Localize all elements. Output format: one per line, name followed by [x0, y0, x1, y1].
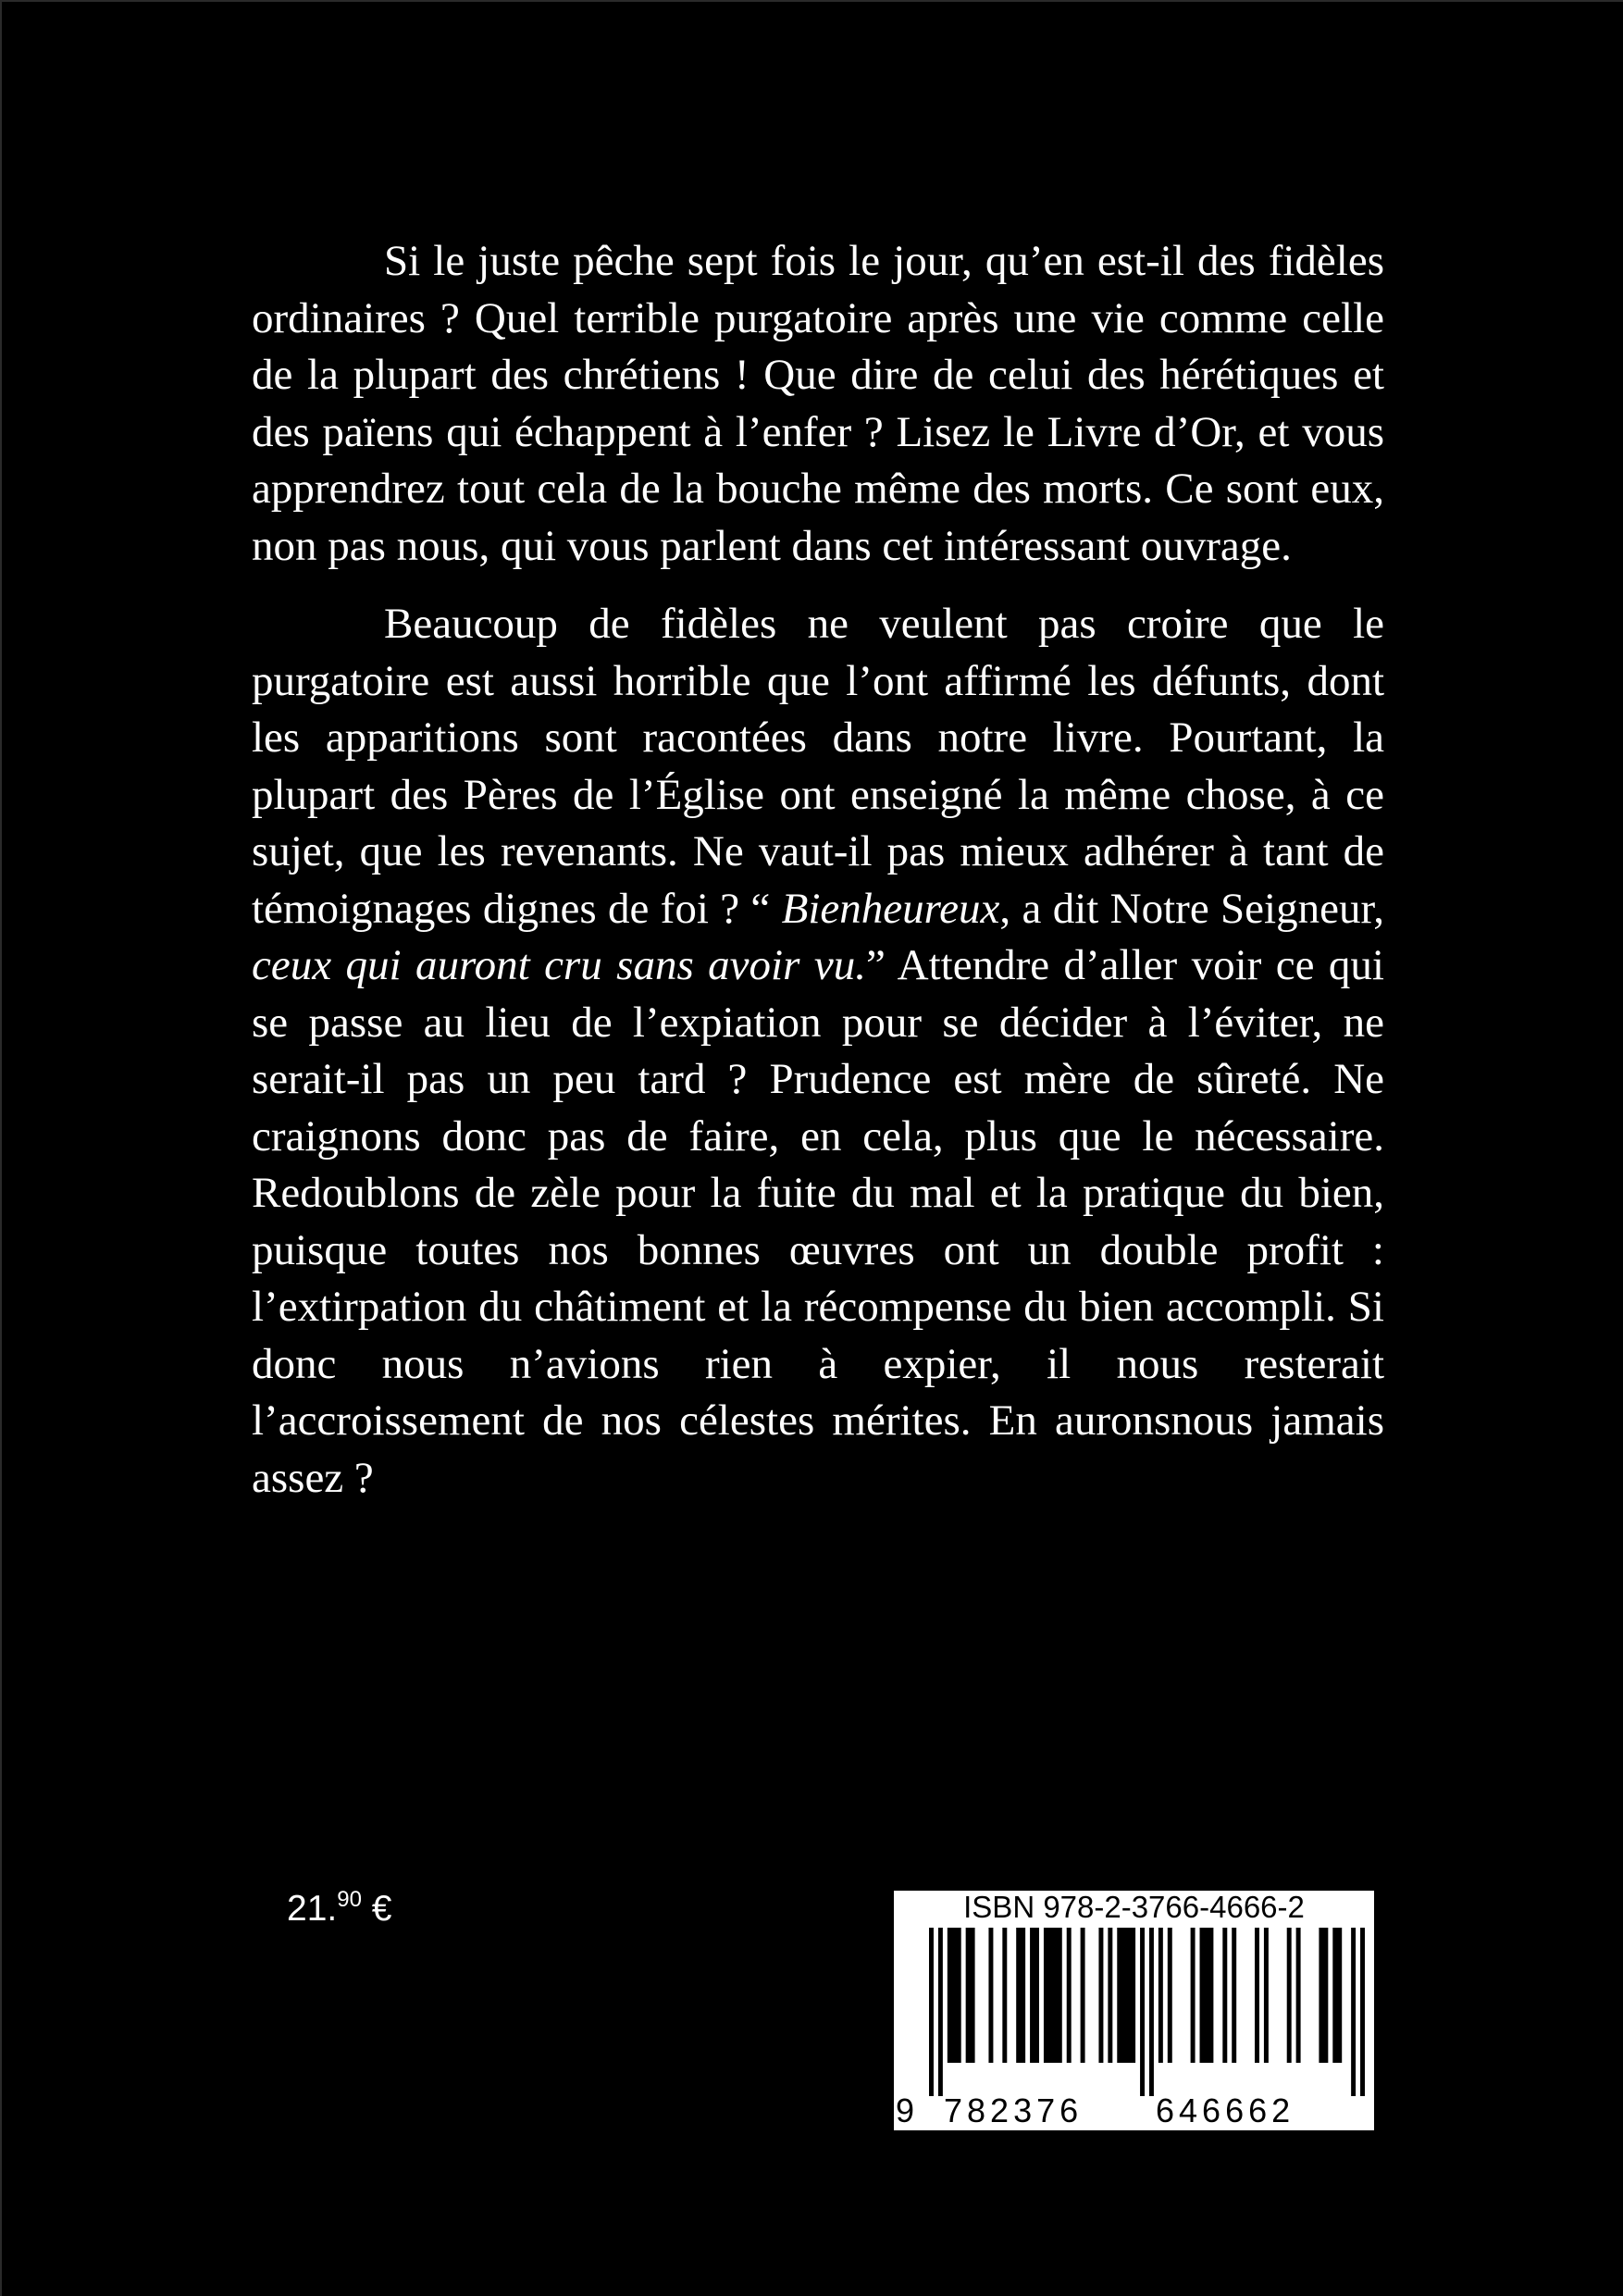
barcode-bar: [1098, 1928, 1103, 2063]
barcode-bar: [1044, 1928, 1062, 2063]
price-units: 21.: [287, 1889, 338, 1929]
barcode-bar: [1296, 1928, 1301, 2063]
barcode-digit-first: 9: [896, 2091, 920, 2129]
barcode-guard-bar: [1360, 1928, 1365, 2096]
blurb-quote-italic-2: ceux qui auront cru sans avoir vu.: [252, 941, 866, 989]
barcode-bar: [1287, 1928, 1292, 2063]
blurb-quote-italic-1: Bienheureux: [781, 884, 1000, 933]
blurb: [252, 233, 1384, 1507]
barcode-guard-bar: [929, 1928, 934, 2096]
isbn-barcode: [894, 1891, 1374, 2130]
barcode-digits-left: 782376: [944, 2091, 1084, 2129]
barcode-bar: [966, 1928, 975, 2063]
barcode-bar: [1108, 1928, 1112, 2063]
barcode-digits: [894, 2092, 1374, 2129]
left-border: [0, 0, 2, 2296]
barcode-bar: [1264, 1928, 1269, 2063]
barcode-bar: [1319, 1928, 1328, 2063]
blurb-paragraph-1: Si le juste pêche sept fois le jour, qu’en est-il des fidèles ordinaires ? Quel terrible purgatoire après une vie comme celle de la plupart des chrétiens ! Que dire de celui des hérétiques et des païens qui échappent à l’enfer ? Lisez le Livre d’Or, et vous apprendrez tout cela de la bouche même des morts. Ce sont eux, non pas nous, qui vous parlent dans cet intéressant ouvrage.: [252, 237, 1384, 570]
barcode-guard-bar: [1140, 1928, 1145, 2096]
blurb-paragraph-2-part-1: Beaucoup de fidèles ne veulent pas croire que le purgatoire est aussi horrible que l’ont affirmé les défunts, dont les apparitions sont racontées dans notre livre. Pourtant, la plupart des Pères de l’Église ont enseigné la même chose, à ce sujet, que les revenants. Ne vaut-il pas mieux adhérer à tant de témoignages dignes de foi ? “: [252, 600, 1384, 933]
barcode-bar: [1067, 1928, 1072, 2063]
blurb-paragraph-2: [252, 596, 1384, 1507]
barcode-bar: [988, 1928, 993, 2063]
price-tag: [287, 1886, 391, 1937]
barcode-bar: [1191, 1928, 1196, 2063]
barcode-guard-bar: [938, 1928, 943, 2096]
barcode-bar: [1002, 1928, 1007, 2063]
barcode-bar: [1168, 1928, 1172, 2063]
blurb-paragraph-2-part-3: ” Attendre d’aller voir ce qui se passe au lieu de l’expiation pour se décider à l’éviter, ne serait-il pas un peu tard ? Prudence est mère de sûreté. Ne craignons donc pas de faire, en cela, plus que le nécessaire. Redoublons de zèle pour la fuite du mal et la pratique du bien, puisque toutes nos bonnes œuvres ont un double profit : l’extirpation du châtiment et la récompense du bien accompli. Si donc nous n’avions rien à expier, il nous resterait l’accroissement de nos célestes mérites. En auronsnous jamais assez ?: [252, 941, 1384, 1502]
price-currency: €: [361, 1889, 392, 1929]
barcode-bar: [1222, 1928, 1227, 2063]
barcode-bar: [948, 1928, 961, 2063]
barcode-bar: [1255, 1928, 1259, 2063]
barcode-guard-bar: [1149, 1928, 1154, 2096]
price-cents: 90: [337, 1887, 362, 1912]
barcode-bar: [1016, 1928, 1025, 2063]
barcode-bar: [1117, 1928, 1135, 2063]
barcode-guard-bar: [1351, 1928, 1356, 2096]
barcode-bar: [1332, 1928, 1342, 2063]
top-border: [0, 0, 1623, 2]
barcode-bar: [1030, 1928, 1039, 2063]
barcode-bar: [1158, 1928, 1163, 2063]
barcode-digits-right: 646662: [1156, 2091, 1295, 2129]
barcode-bar: [1081, 1928, 1085, 2063]
isbn-label: ISBN 978-2-3766-4666-2: [963, 1890, 1305, 1924]
blurb-paragraph-2-part-2: , a dit Notre Seigneur,: [999, 884, 1384, 933]
barcode-bar: [1200, 1928, 1214, 2063]
barcode-bar: [1232, 1928, 1236, 2063]
barcode-bars: [894, 1924, 1374, 2096]
